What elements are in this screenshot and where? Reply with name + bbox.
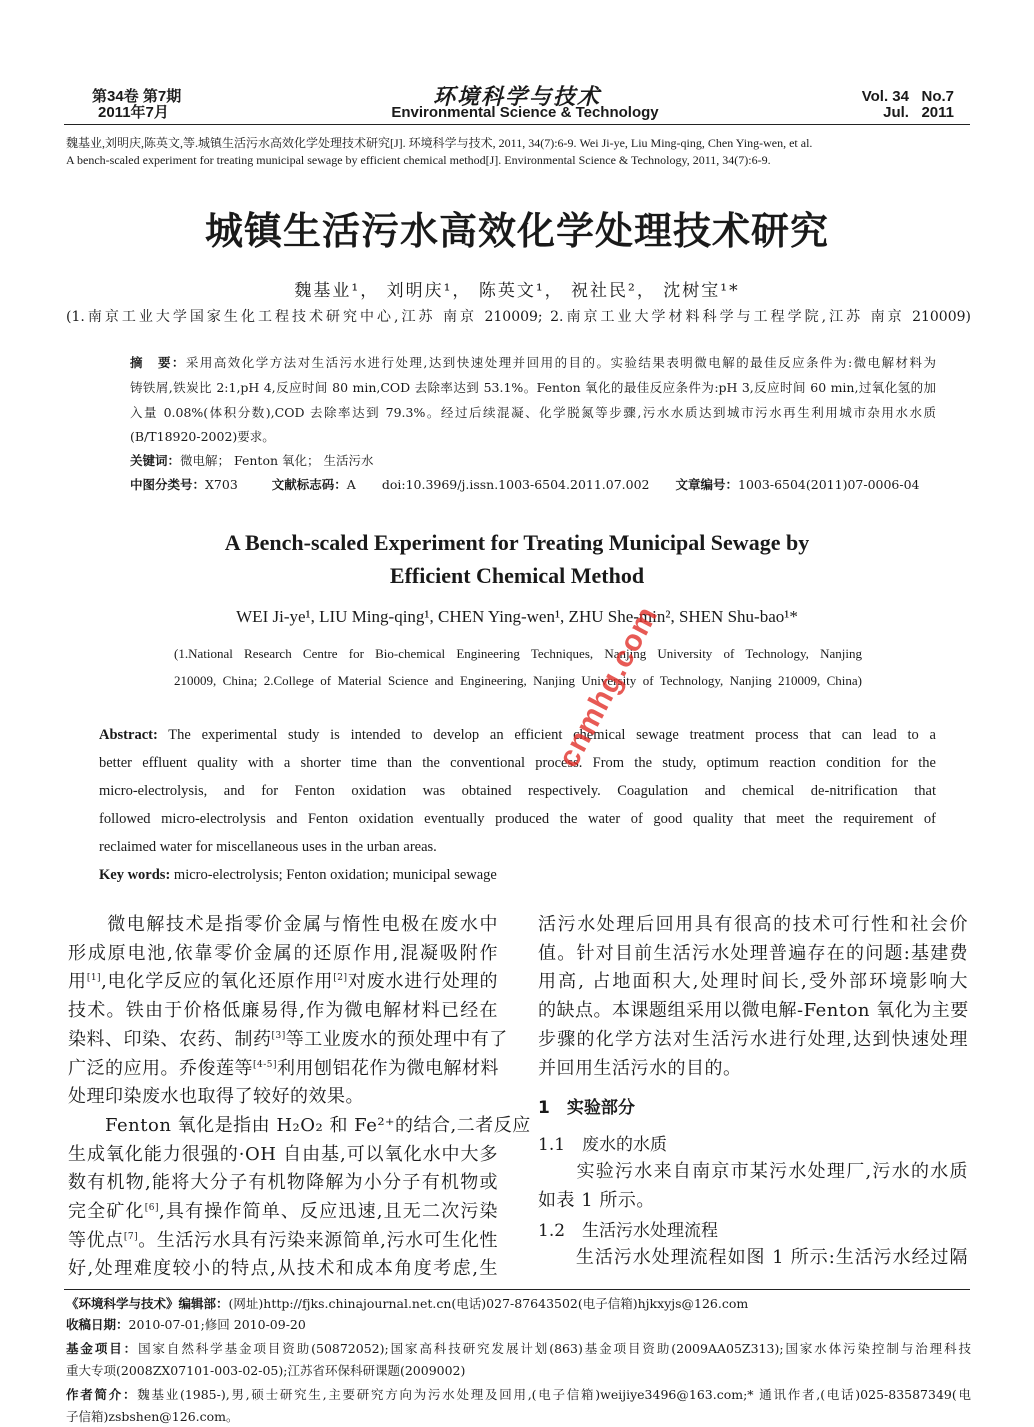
body-line: 值。针对目前生活污水处理普遍存在的问题:基建费 [538, 942, 968, 964]
affiliation-en: (1.National Research Centre for Bio-chemical Engineering Techniques, Nanjing University of Technology, Nanjing [174, 646, 862, 661]
abstract-en-line: reclaimed water for miscellaneous uses in the urban areas. [99, 839, 437, 855]
footnote-received: 收稿日期：2010-07-01;修回 2010-09-20 [66, 1317, 306, 1332]
header-rule [64, 124, 970, 125]
body-line: 用[1],电化学反应的氧化还原作用[2]对废水进行处理的 [68, 971, 498, 993]
section-heading: 1 实验部分 [538, 1098, 635, 1118]
keywords-en: Key words: micro-electrolysis; Fenton oxidation; municipal sewage [99, 867, 497, 883]
body-line: 的缺点。本课题组采用以微电解-Fenton 氧化为主要 [538, 1000, 969, 1022]
body-line: 实验污水来自南京市某污水处理厂,污水的水质 [538, 1161, 968, 1182]
footnote-author: 作者简介：魏基业(1985-),男,硕士研究生,主要研究方向为污水处理及回用,(电子信箱)weijiye3496@163.com;* 通讯作者,(电话)025-83587349(电 [66, 1387, 971, 1402]
volume-issue-cn: 第34卷 第7期 [92, 88, 182, 105]
footnote-fund: 基金项目：国家自然科学基金项目资助(50872052);国家高科技研究发展计划(863)基金项目资助(2009AA05Z313);国家水体污染控制与治理科技 [66, 1341, 971, 1356]
body-line: 好,处理难度较小的特点,从技术和成本角度考虑,生 [68, 1258, 498, 1280]
abstract-cn-line: 铸铁屑,铁炭比 2:1,pH 4,反应时间 80 min,COD 去除率达到 53.1%。Fenton 氧化的最佳反应条件为:pH 3,反应时间 60 min,过氧化氢的加 [130, 380, 936, 395]
abstract-cn-line: (B/T18920-2002)要求。 [130, 429, 275, 444]
body-line: 生活污水处理流程如图 1 所示:生活污水经过隔 [538, 1247, 968, 1268]
citation-line: A bench-scaled experiment for treating municipal sewage by efficient chemical method[J]. Environmental Science & Technology, 2011, 34(7):6-9. [66, 153, 771, 167]
doi: doi:10.3969/j.issn.1003-6504.2011.07.002 [381, 477, 650, 492]
body-line: 如表 1 所示。 [538, 1189, 655, 1211]
authors-cn: 魏基业¹， 刘明庆¹， 陈英文¹， 祝社民²， 沈树宝¹* [294, 281, 740, 301]
affiliation-en: 210009, China; 2.College of Material Science and Engineering, Nanjing University of Technology, Nanjing 210009, China) [174, 673, 862, 688]
subsection-heading: 1.1 废水的水质 [538, 1135, 668, 1155]
body-line: 微电解技术是指零价金属与惰性电极在废水中 [68, 914, 498, 935]
body-line: 形成原电池,依靠零价金属的还原作用,混凝吸附作 [68, 942, 498, 964]
authors-en: WEI Ji-ye¹, LIU Ming-qing¹, CHEN Ying-wen¹, ZHU She-min², SHEN Shu-bao¹* [236, 607, 798, 626]
classification-line: 中图分类号：X703 文献标志码：A doi:10.3969/j.issn.1003-6504.2011.07.002 文章编号：1003-6504(2011)07-0006-04 [130, 477, 920, 492]
abstract-en-line: better effluent quality with a shorter time than the conventional process. From the study, optimum reaction condition for the [99, 755, 936, 771]
body-line: Fenton 氧化是指由 H₂O₂ 和 Fe²⁺的结合,二者反应 [68, 1114, 531, 1136]
keywords-cn: 关键词：微电解； Fenton 氧化； 生活污水 [130, 453, 374, 468]
body-line: 广泛的应用。乔俊莲等[4-5]利用刨铝花作为微电解材料 [68, 1057, 500, 1079]
title-cn: 城镇生活污水高效化学处理技术研究 [204, 209, 829, 253]
date-en: Jul. 2011 [883, 104, 954, 121]
footnote-fund: 重大专项(2008ZX07101-003-02-05);江苏省环保科研课题(2009002) [66, 1363, 466, 1378]
volume-issue-en: Vol. 34 No.7 [861, 88, 954, 105]
body-line: 处理印染废水也取得了较好的效果。 [68, 1086, 364, 1108]
journal-name-en: Environmental Science & Technology [391, 104, 659, 121]
body-line: 数有机物,能将大分子有机物降解为小分子有机物或 [68, 1172, 498, 1194]
body-line: 染料、印染、农药、制药[3]等工业废水的预处理中有了 [68, 1028, 508, 1050]
abstract-cn-label: 摘 要： [130, 355, 186, 370]
body-line: 并回用生活污水的目的。 [538, 1057, 742, 1079]
title-en: Efficient Chemical Method [389, 563, 645, 588]
abstract-en-label: Abstract: [99, 727, 158, 743]
abstract-en-line: micro-electrolysis, and for Fenton oxidation was obtained respectively. Coagulation and chemical de-nitrification that [99, 783, 936, 799]
affiliation-cn: (1.南京工业大学国家生化工程技术研究中心,江苏 南京 210009; 2.南京工业大学材料科学与工程学院,江苏 南京 210009) [66, 309, 971, 325]
journal-logo: 环境科学与技术 [432, 84, 601, 110]
title-en: A Bench-scaled Experiment for Treating Municipal Sewage by [224, 530, 810, 555]
footnote-editorial: 《环境科学与技术》编辑部：(网址)http://fjks.chinajournal.net.cn(电话)027-87643502(电子信箱)hjkxyjs@126.com [66, 1296, 749, 1311]
date-cn: 2011年7月 [98, 104, 169, 121]
body-line: 生成氧化能力很强的·OH 自由基,可以氧化水中大多 [68, 1143, 498, 1165]
body-line: 活污水处理后回用具有很高的技术可行性和社会价 [538, 914, 968, 935]
footnote-rule [64, 1289, 970, 1290]
subsection-heading: 1.2 生活污水处理流程 [538, 1221, 719, 1241]
footnote-author: 子信箱)zsbshen@126.com。 [66, 1409, 239, 1424]
abstract-cn-line: 摘 要：采用高效化学方法对生活污水进行处理,达到快速处理并回用的目的。实验结果表明微电解的最佳反应条件为:微电解材料为 [130, 355, 936, 370]
body-line: 完全矿化[6],具有操作简单、反应迅速,且无二次污染 [68, 1201, 499, 1222]
body-line: 等优点[7]。生活污水具有污染来源简单,污水可生化性 [68, 1229, 498, 1251]
watermark: cnmhg.com [552, 600, 665, 773]
abstract-en-line: followed micro-electrolysis and Fenton oxidation eventually produced the water of good quality that meet the requirement of [99, 811, 936, 827]
body-line: 用高, 占地面积大,处理时间长,受外部环境影响大 [538, 971, 968, 993]
abstract-en-line: Abstract: The experimental study is intended to develop an efficient chemical sewage treatment process that can lead to a [99, 727, 936, 743]
citation-line: 魏基业,刘明庆,陈英文,等.城镇生活污水高效化学处理技术研究[J]. 环境科学与技术, 2011, 34(7):6-9. Wei Ji-ye, Liu Ming-qing, Chen Ying-wen, et al. [66, 136, 813, 150]
body-line: 步骤的化学方法对生活污水进行处理,达到快速处理 [538, 1028, 968, 1050]
abstract-cn-line: 入量 0.08%(体积分数),COD 去除率达到 79.3%。经过后续混凝、化学脱氮等步骤,污水水质达到城市污水再生利用城市杂用水水质 [130, 405, 936, 420]
body-line: 技术。铁由于价格低廉易得,作为微电解材料已经在 [68, 1000, 498, 1022]
